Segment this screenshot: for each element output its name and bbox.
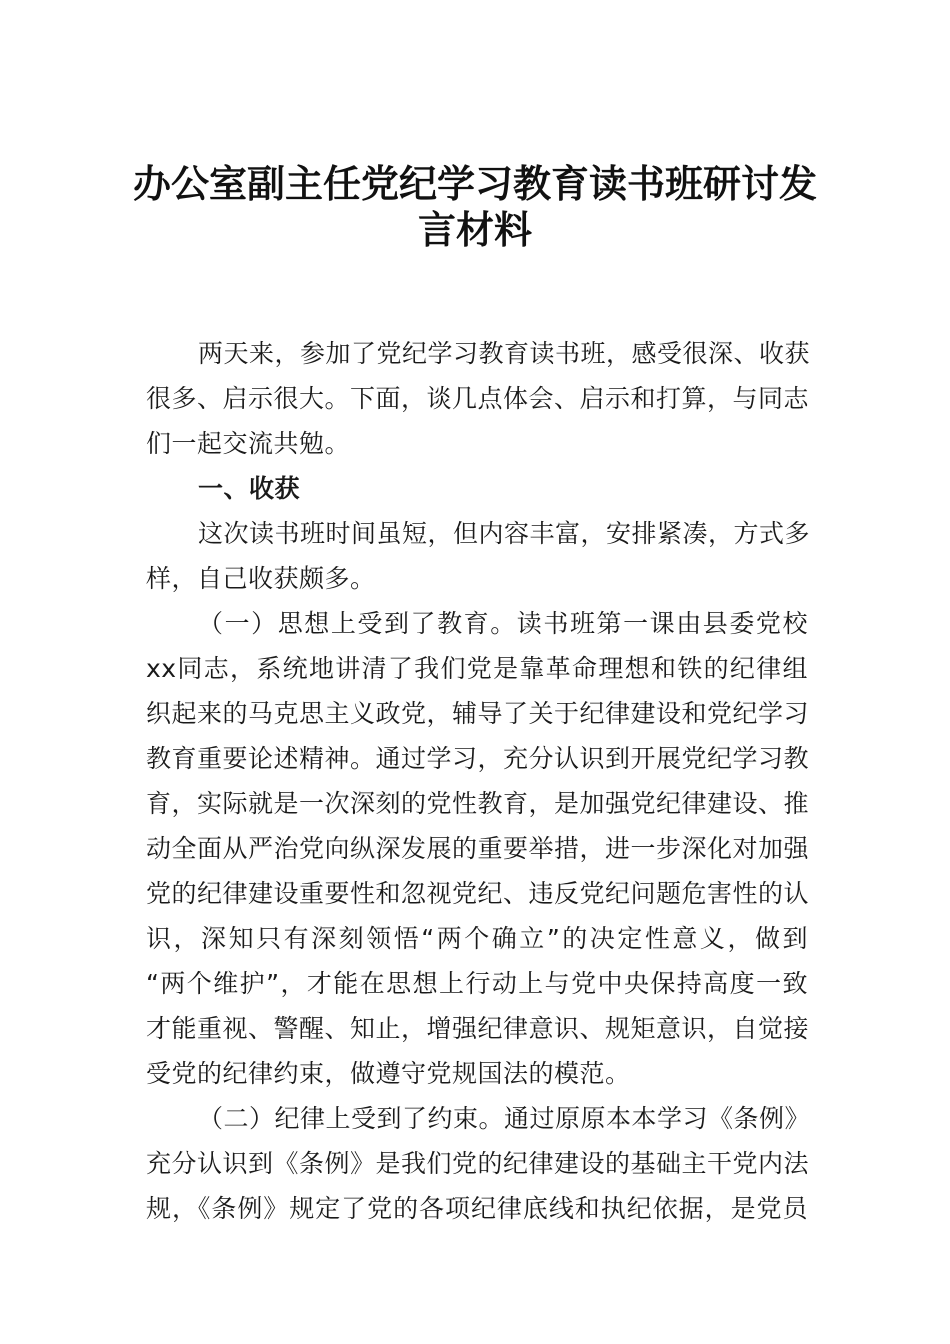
text-line: 教育重要论述精神。通过学习，充分认识到开展党纪学习教 bbox=[146, 744, 810, 773]
text-line: 规，《条例》规定了党的各项纪律底线和执纪依据，是党员 bbox=[146, 1194, 808, 1223]
text-line: 两天来，参加了党纪学习教育读书班，感受很深、收获 bbox=[198, 339, 811, 368]
point-1-paragraph bbox=[146, 601, 808, 1096]
section-intro-paragraph bbox=[146, 511, 811, 601]
document-body bbox=[146, 331, 811, 1231]
text-line: （二）纪律上受到了约束。通过原原本本学习《条例》 bbox=[198, 1104, 811, 1133]
text-line: 们一起交流共勉。 bbox=[146, 429, 351, 458]
document-title-line-1: 办公室副主任党纪学习教育读书班研讨发 bbox=[132, 161, 817, 206]
text-line: 充分认识到《条例》是我们党的纪律建设的基础主干党内法 bbox=[146, 1149, 810, 1178]
text-line: 才能重视、警醒、知止，增强纪律意识、规矩意识，自觉接 bbox=[146, 1014, 810, 1043]
text-line: 这次读书班时间虽短，但内容丰富，安排紧凑，方式多 bbox=[198, 519, 811, 548]
text-line: 受党的纪律约束，做遵守党规国法的模范。 bbox=[146, 1059, 631, 1088]
text-line: xx同志，系统地讲清了我们党是靠革命理想和铁的纪律组 bbox=[146, 654, 808, 683]
text-line: （一）思想上受到了教育。读书班第一课由县委党校 bbox=[198, 609, 808, 638]
text-line: 识，深知只有深刻领悟“两个确立”的决定性意义，做到 bbox=[146, 924, 808, 953]
text-line: 很多、启示很大。下面，谈几点体会、启示和打算，与同志 bbox=[146, 384, 810, 413]
text-line: 织起来的马克思主义政党，辅导了关于纪律建设和党纪学习 bbox=[146, 699, 810, 728]
document-title-line-2: 言材料 bbox=[417, 207, 532, 252]
point-2-paragraph bbox=[146, 1096, 811, 1231]
text-line: 育，实际就是一次深刻的党性教育，是加强党纪律建设、推 bbox=[146, 789, 810, 818]
text-line: 党的纪律建设重要性和忽视党纪、违反党纪问题危害性的认 bbox=[146, 879, 810, 908]
section-heading-text: 一、收获 bbox=[198, 474, 301, 503]
intro-paragraph bbox=[146, 331, 811, 466]
text-line: 动全面从严治党向纵深发展的重要举措，进一步深化对加强 bbox=[146, 834, 810, 863]
text-line: “两个维护”，才能在思想上行动上与党中央保持高度一致 bbox=[146, 969, 808, 998]
section-heading bbox=[146, 466, 808, 511]
text-line: 样，自己收获颇多。 bbox=[146, 564, 376, 593]
